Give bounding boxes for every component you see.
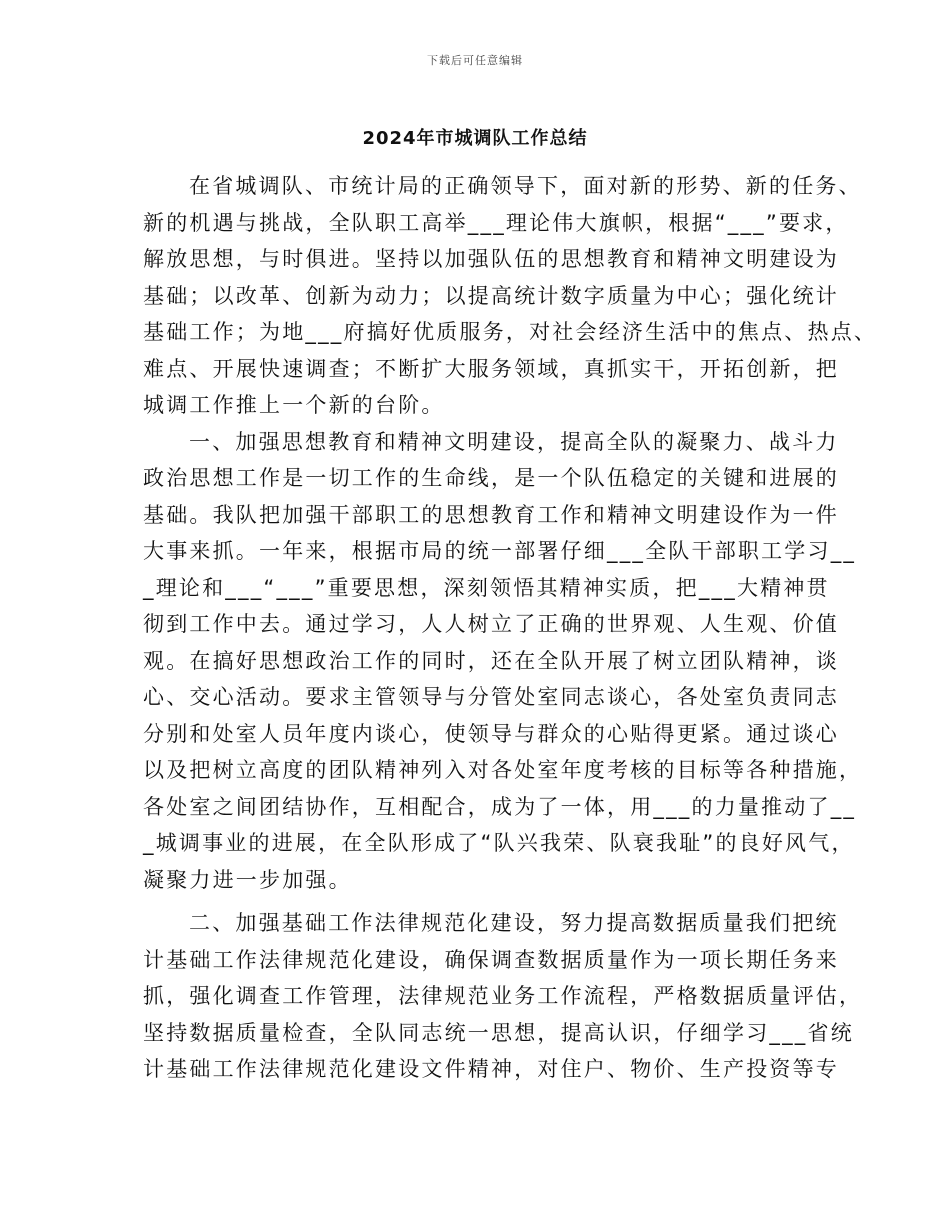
document-body <box>143 168 878 1088</box>
paragraph-line: 凝聚力进一步加强。 <box>143 867 352 892</box>
section-heading-line: 二、加强基础工作法律规范化建设，努力提高数据质量我们把统 <box>189 911 839 935</box>
paragraph-line: _理论和___“___”重要思想，深刻领悟其精神实质，把___大精神贯 <box>143 575 830 600</box>
paragraph-line: 彻到工作中去。通过学习，人人树立了正确的世界观、人生观、价值 <box>143 612 839 636</box>
paragraph-line: _城调事业的进展，在全队形成了“队兴我荣、队衰我耻”的良好风气， <box>143 831 855 855</box>
section-heading-line: 一、加强思想教育和精神文明建设，提高全队的凝聚力、战斗力 <box>189 429 839 454</box>
paragraph-line: 以及把树立高度的团队精神列入对各处室年度考核的目标等各种措施， <box>143 758 863 782</box>
paragraph-line: 大事来抓。一年来，根据市局的统一部署仔细___全队干部职工学习__ <box>143 539 857 563</box>
paragraph-line: 心、交心活动。要求主管领导与分管处室同志谈心，各处室负责同志 <box>143 685 839 709</box>
paragraph-line: 政治思想工作是一切工作的生命线，是一个队伍稳定的关键和进展的 <box>143 466 839 490</box>
paragraph-line: 各处室之间团结协作，互相配合，成为了一体，用___的力量推动了__ <box>143 794 857 819</box>
paragraph-line: 新的机遇与挑战，全队职工高举___理论伟大旗帜，根据“___”要求， <box>143 210 849 235</box>
header-note: 下载后可任意编辑 <box>427 54 523 67</box>
paragraph-line: 基础工作；为地___府搞好优质服务，对社会经济生活中的焦点、热点、 <box>143 320 878 344</box>
paragraph-line: 计基础工作法律规范化建设，确保调查数据质量作为一项长期任务来 <box>143 947 839 972</box>
paragraph-line: 坚持数据质量检查，全队同志统一思想，提高认识，仔细学习___省统 <box>143 1020 854 1045</box>
paragraph-line: 城调工作推上一个新的台阶。 <box>143 393 445 417</box>
paragraph-line: 难点、开展快速调查；不断扩大服务领域，真抓实干，开拓创新，把 <box>143 356 839 381</box>
paragraph-line: 解放思想，与时俱进。坚持以加强队伍的思想教育和精神文明建设为 <box>143 247 839 271</box>
paragraph-line: 观。在搞好思想政治工作的同时，还在全队开展了树立团队精神，谈 <box>143 648 839 673</box>
paragraph-line: 基础；以改革、创新为动力；以提高统计数字质量为中心；强化统计 <box>143 283 839 308</box>
paragraph-line: 分别和处室人员年度内谈心，使领导与群众的心贴得更紧。通过谈心 <box>143 721 839 746</box>
paragraph-line: 抓，强化调查工作管理，法律规范业务工作流程，严格数据质量评估， <box>143 984 863 1008</box>
document-title: 2024年市城调队工作总结 <box>362 128 588 149</box>
paragraph-gap <box>143 898 819 905</box>
paragraph-line: 在省城调队、市统计局的正确领导下，面对新的形势、新的任务、 <box>189 174 862 198</box>
paragraph-line: 基础。我队把加强干部职工的思想教育工作和精神文明建设作为一件 <box>143 502 839 527</box>
paragraph-line: 计基础工作法律规范化建设文件精神，对住户、物价、生产投资等专 <box>143 1057 839 1081</box>
